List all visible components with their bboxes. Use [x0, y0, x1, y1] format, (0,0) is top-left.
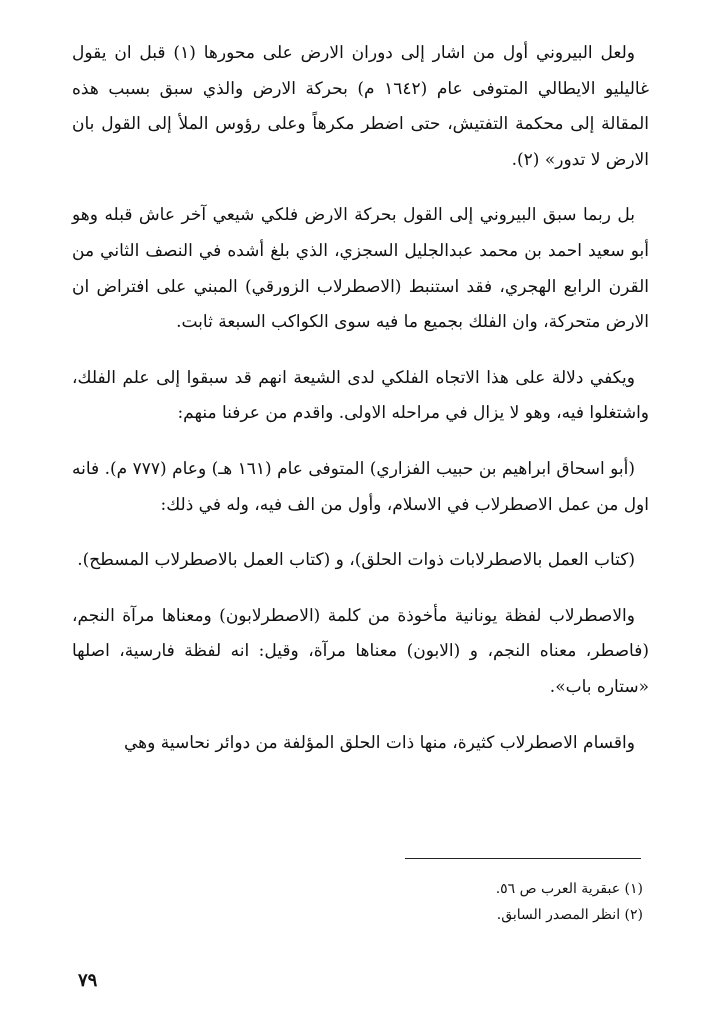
- main-text: [72, 36, 649, 779]
- footnote-2: (٢) انظر المصدر السابق.: [496, 907, 643, 923]
- paragraph-7: واقسام الاصطرلاب كثيرة، منها ذات الحلق المؤلفة من دوائر نحاسية وهي: [124, 732, 635, 753]
- footnote-1: (١) عبقرية العرب ص ٥٦.: [495, 881, 643, 897]
- paragraph-6: والاصطرلاب لفظة يونانية مأخوذة من كلمة (الاصطرلابون) ومعناها مرآة النجم، (فاصطر، معناه النجم، و (الابون) معناها مرآة، وقيل: انه لفظة فارسية، اصلها «ستاره باب».: [72, 605, 649, 697]
- paragraph-2: بل ربما سبق البيروني إلى القول بحركة الارض فلكي شيعي آخر عاش قبله وهو أبو سعيد احمد بن محمد عبدالجليل السجزي، الذي بلغ أشده في النصف الثاني من القرن الرابع الهجري، فقد استنبط (الاصطرلاب الزورقي) المبني على افتراض ان الارض متحركة، وان الفلك بجميع ما فيه سوى الكواكب السبعة ثابت.: [72, 205, 649, 333]
- paragraph-5: (كتاب العمل بالاصطرلابات ذوات الحلق)، و (كتاب العمل بالاصطرلاب المسطح).: [77, 550, 635, 571]
- paragraph-4: (أبو اسحاق ابراهيم بن حبيب الفزاري) المتوفى عام (١٦١ هـ) وعام (٧٧٧ م). فانه اول من عمل الاصطرلاب في الاسلام، وأول من الف فيه، وله في ذلك:: [72, 458, 649, 515]
- paragraph-1: ولعل البيروني أول من اشار إلى دوران الارض على محورها (١) قبل ان يقول غاليليو الايطالي المتوفى عام (١٦٤٢ م) بحركة الارض والذي سبق بسبب هذه المقالة إلى محكمة التفتيش، حتى اضطر مكرهاً وعلى رؤوس الملأ إلى القول بان الارض لا تدور» (٢).: [72, 43, 649, 170]
- footnote-divider: [405, 858, 641, 859]
- paragraph-3: ويكفي دلالة على هذا الاتجاه الفلكي لدى الشيعة انهم قد سبقوا إلى علم الفلك، واشتغلوا فيه، وهو لا يزال في مراحله الاولى. واقدم من عرفنا منهم:: [72, 367, 649, 424]
- footnotes: [496, 876, 643, 928]
- page-number: ٧٩: [78, 970, 98, 991]
